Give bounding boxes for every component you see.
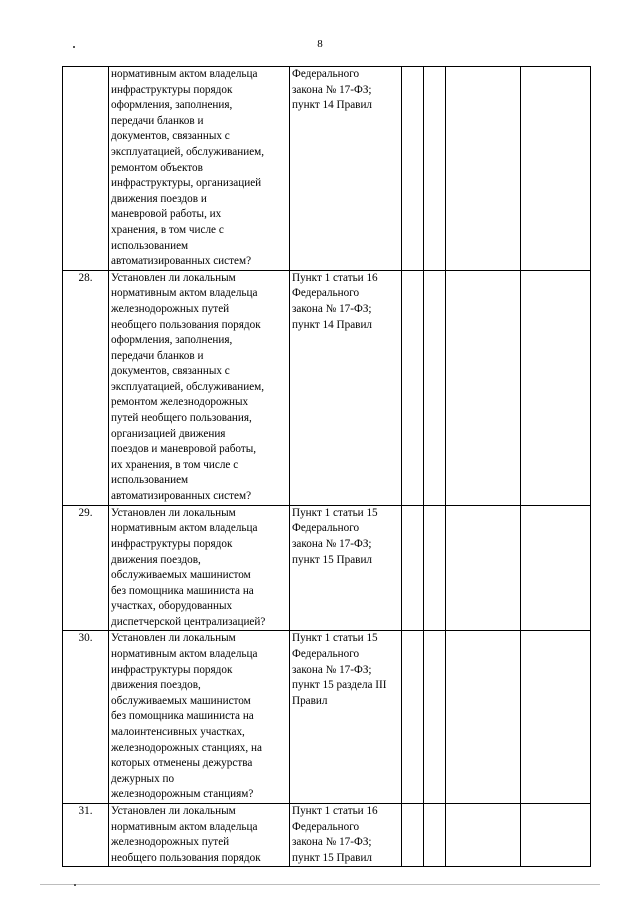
not-applicable-cell [446,631,521,804]
answer-no-cell [424,67,446,271]
row-number [63,67,109,271]
table-row [63,804,591,867]
answer-no-cell [424,505,446,631]
question-cell: Установлен ли локальным нормативным актом владельца инфраструктуры порядок движения поездов, обслуживаемых машинистом без помощника машиниста на участках, оборудованных диспетчерской централизацией? [109,505,290,631]
not-applicable-cell [446,67,521,271]
row-number: 28. [63,270,109,505]
not-applicable-cell [446,804,521,867]
not-applicable-cell [446,505,521,631]
legal-basis-cell: Пункт 1 статьи 15 Федерального закона № 17-ФЗ; пункт 15 Правил [290,505,402,631]
row-number: 29. [63,505,109,631]
table-row [63,270,591,505]
legal-basis-cell: Пункт 1 статьи 16 Федерального закона № 17-ФЗ; пункт 14 Правил [290,270,402,505]
question-cell: Установлен ли локальным нормативным актом владельца инфраструктуры порядок движения поездов, обслуживаемых машинистом без помощника машиниста на малоинтенсивных участках, железнодорожных станциях, на которых отменены дежурства дежурных по железнодорожным станциям? [109,631,290,804]
scan-artifact-dot [74,884,76,886]
checklist-table [62,66,591,867]
table-row [63,505,591,631]
legal-basis-cell: Пункт 1 статьи 16 Федерального закона № 17-ФЗ; пункт 15 Правил [290,804,402,867]
scan-artifact-dot [73,46,75,48]
note-cell [521,505,591,631]
answer-yes-cell [402,804,424,867]
question-cell: Установлен ли локальным нормативным актом владельца железнодорожных путей необщего пользования порядок оформления, заполнения, передачи бланков и документов, связанных с эксплуатацией, обслуживанием, ремонтом железнодорожных путей необщего пользования, организацией движения поездов и маневровой работы, их хранения, в том числе с использованием автоматизированных систем? [109,270,290,505]
answer-yes-cell [402,505,424,631]
table-row [63,67,591,271]
answer-yes-cell [402,631,424,804]
note-cell [521,67,591,271]
note-cell [521,631,591,804]
row-number: 31. [63,804,109,867]
not-applicable-cell [446,270,521,505]
row-number: 30. [63,631,109,804]
table-row [63,631,591,804]
legal-basis-cell: Пункт 1 статьи 15 Федерального закона № 17-ФЗ; пункт 15 раздела III Правил [290,631,402,804]
legal-basis-cell: Федерального закона № 17-ФЗ; пункт 14 Правил [290,67,402,271]
answer-no-cell [424,270,446,505]
question-cell: нормативным актом владельца инфраструктуры порядок оформления, заполнения, передачи бланков и документов, связанных с эксплуатацией, обслуживанием, ремонтом объектов инфраструктуры, организацией движения поездов и маневровой работы, их хранения, в том числе с использованием автоматизированных систем? [109,67,290,271]
question-cell: Установлен ли локальным нормативным актом владельца железнодорожных путей необщего пользования порядок [109,804,290,867]
note-cell [521,804,591,867]
answer-no-cell [424,631,446,804]
answer-no-cell [424,804,446,867]
scan-artifact-line [40,884,600,885]
answer-yes-cell [402,270,424,505]
note-cell [521,270,591,505]
answer-yes-cell [402,67,424,271]
page-number: 8 [317,38,323,50]
